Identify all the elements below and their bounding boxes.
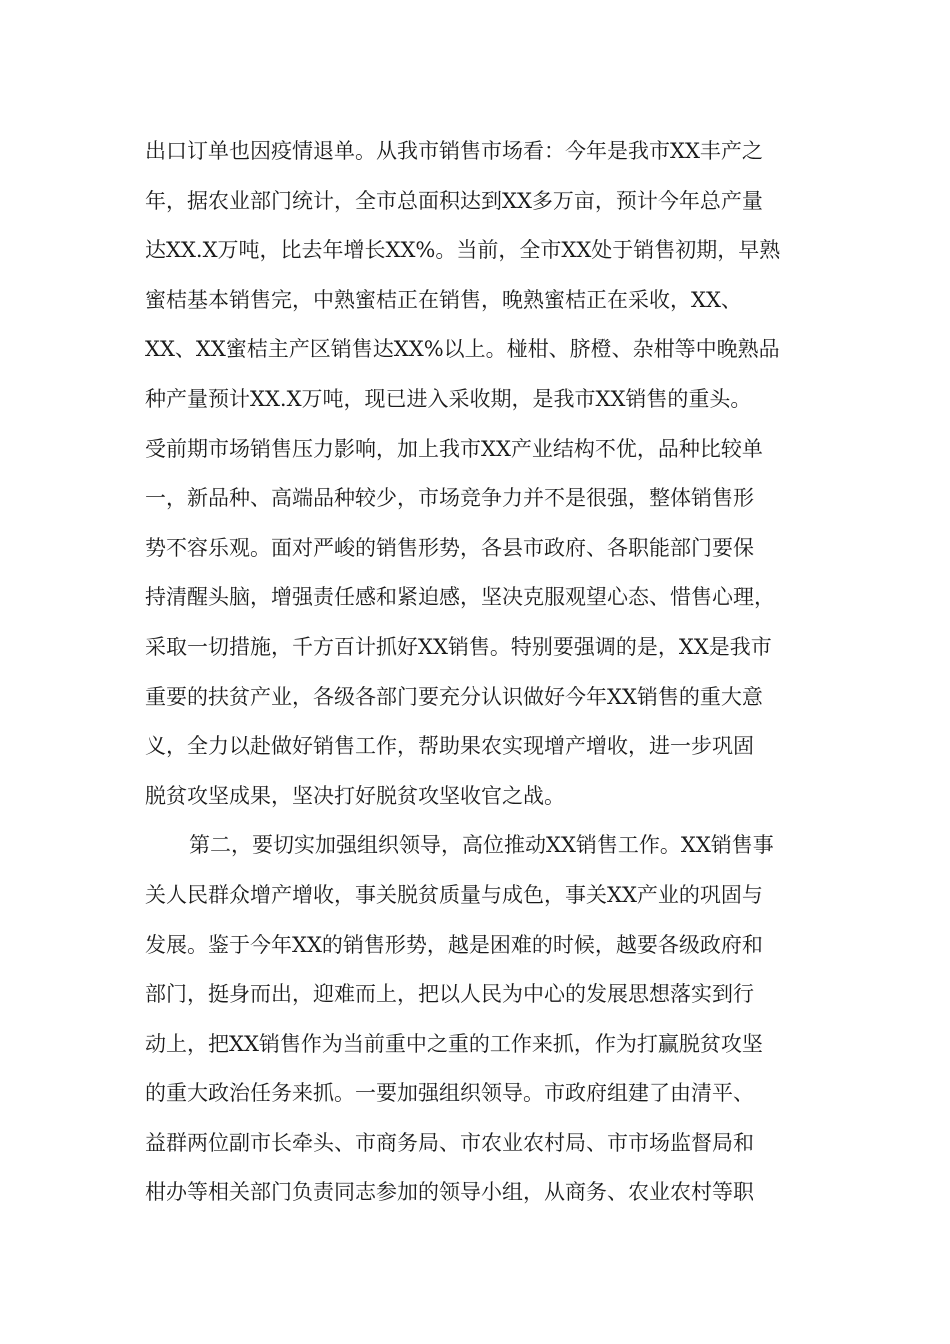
text-line: 势不容乐观。面对严峻的销售形势，各县市政府、各职能部门要保 bbox=[145, 535, 754, 560]
text-line: 一，新品种、高端品种较少，市场竞争力并不是很强，整体销售形 bbox=[145, 486, 754, 511]
text-line: 义，全力以赴做好销售工作，帮助果农实现增产增收，进一步巩固 bbox=[145, 734, 754, 759]
text-line: 采取一切措施，千方百计抓好XX销售。特别要强调的是，XX是我市 bbox=[145, 634, 772, 659]
text-line: 动上，把XX销售作为当前重中之重的工作来抓，作为打赢脱贫攻坚 bbox=[145, 1031, 763, 1056]
text-line: XX、XX蜜桔主产区销售达XX%以上。椪柑、脐橙、杂柑等中晚熟品 bbox=[145, 337, 780, 362]
text-line: 蜜桔基本销售完，中熟蜜桔正在销售，晚熟蜜桔正在采收，XX、 bbox=[145, 287, 742, 312]
text-line: 的重大政治任务来抓。一要加强组织领导。市政府组建了由清平、 bbox=[145, 1081, 754, 1106]
text-line: 出口订单也因疫情退单。从我市销售市场看：今年是我市XX丰产之 bbox=[145, 139, 763, 163]
text-line: 重要的扶贫产业，各级各部门要充分认识做好今年XX销售的重大意 bbox=[145, 684, 763, 709]
text-line: 年，据农业部门统计，全市总面积达到XX多万亩，预计今年总产量 bbox=[145, 188, 763, 213]
text-line: 发展。鉴于今年XX的销售形势，越是困难的时候，越要各级政府和 bbox=[145, 932, 763, 957]
text-line: 关人民群众增产增收，事关脱贫质量与成色，事关XX产业的巩固与 bbox=[145, 882, 763, 907]
text-line: 持清醒头脑，增强责任感和紧迫感，坚决克服观望心态、惜售心理， bbox=[145, 585, 775, 610]
text-line: 部门，挺身而出，迎难而上，把以人民为中心的发展思想落实到行 bbox=[145, 982, 754, 1007]
text-line: 益群两位副市长牵头、市商务局、市农业农村局、市市场监督局和 bbox=[145, 1130, 754, 1155]
text-line: 脱贫攻坚成果，坚决打好脱贫攻坚收官之战。 bbox=[145, 783, 565, 808]
text-line: 达XX.X万吨，比去年增长XX%。当前，全市XX处于销售初期，早熟 bbox=[145, 238, 781, 263]
paragraph-start-line: 第二，要切实加强组织领导，高位推动XX销售工作。XX销售事 bbox=[189, 833, 774, 858]
text-line: 种产量预计XX.X万吨，现已进入采收期，是我市XX销售的重头。 bbox=[145, 386, 752, 411]
text-line: 受前期市场销售压力影响，加上我市XX产业结构不优，品种比较单 bbox=[145, 436, 763, 461]
body-text bbox=[145, 127, 805, 1218]
text-line: 柑办等相关部门负责同志参加的领导小组，从商务、农业农村等职 bbox=[145, 1180, 754, 1205]
